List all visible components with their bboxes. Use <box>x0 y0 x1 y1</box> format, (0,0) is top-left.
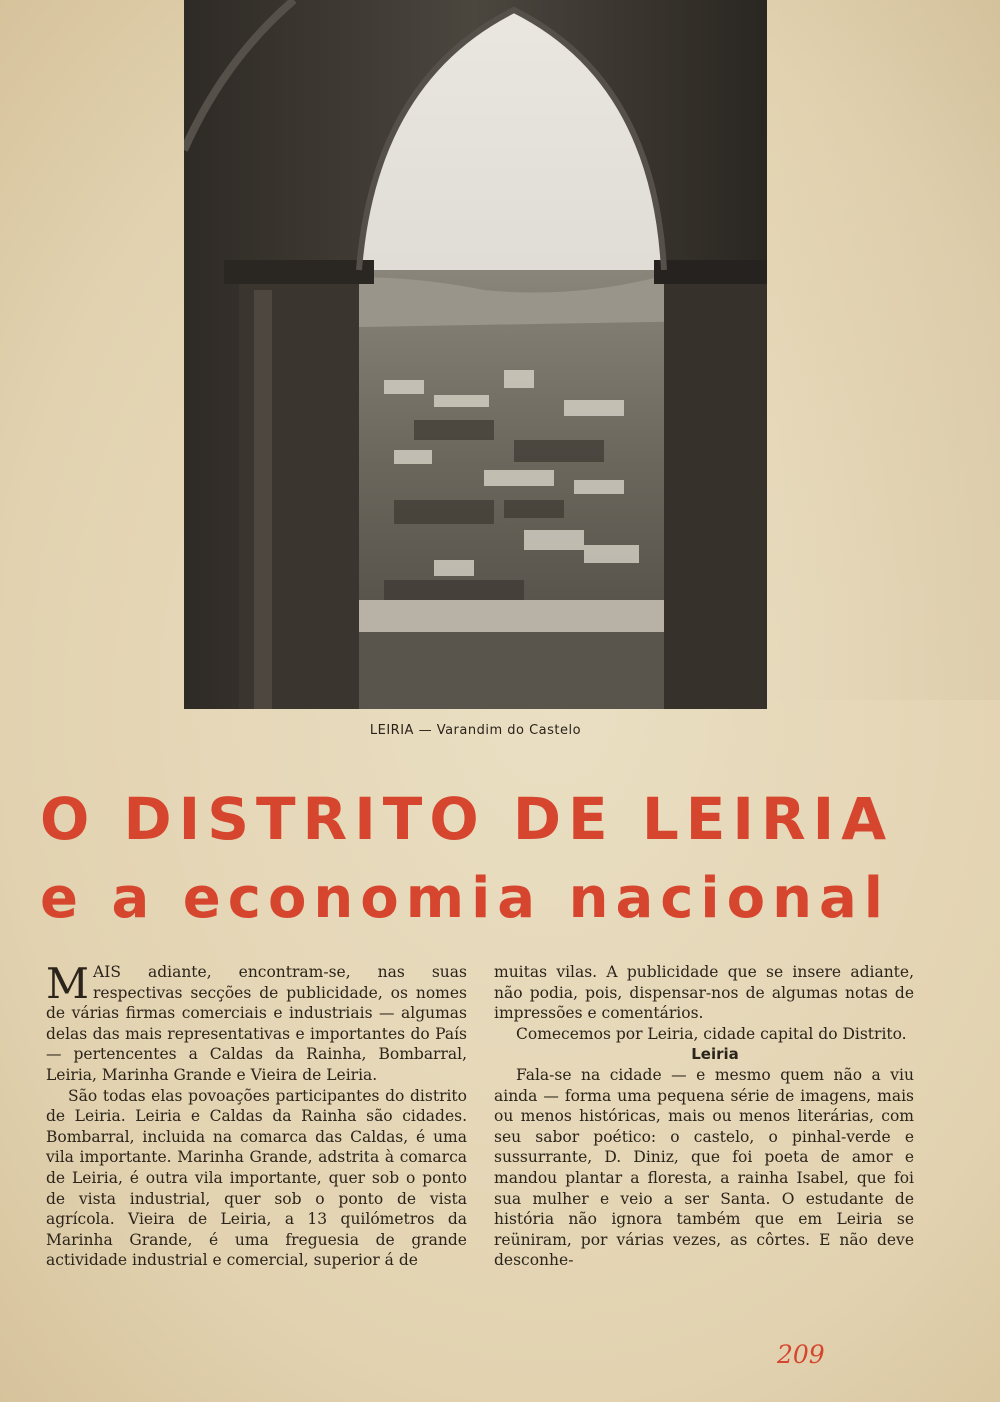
body-paragraph: São todas elas povoações participantes do distrito de Leiria. Leiria e Caldas da Rainha são cidades. Bombarral, incluida na comarca das Caldas, é uma vila importante. Marinha Grande, adstrita à comarca de Leiria, é outra vila importante, quer sob o ponto de vista industrial, quer sob o ponto de vista agrícola. Vieira de Leiria, a 13 quilómetros da Marinha Grande, é uma freguesia de grande actividade industrial e comercial, superior á de <box>46 1086 467 1270</box>
photo-caption: LEIRIA — Varandim do Castelo <box>369 723 582 738</box>
body-paragraph: Comecemos por Leiria, cidade capital do Distrito. <box>516 1024 907 1043</box>
intro-paragraph <box>46 959 467 1086</box>
left-column <box>46 959 467 1271</box>
article-title: O DISTRITO DE LEIRIA <box>40 785 894 853</box>
page-edge-shading <box>770 0 1000 700</box>
article-subtitle: e a economia nacional <box>40 866 890 931</box>
body-paragraph: muitas vilas. A publicidade que se insere adiante, não podia, pois, dispensar-nos de algumas notas de impressões e comentários. <box>494 963 914 1023</box>
castle-balcony-photo <box>184 0 767 709</box>
body-paragraph: Fala-se na cidade — e mesmo quem não a viu ainda — forma uma pequena série de imagens, mais ou menos históricas, mais ou menos literárias, com seu sabor poético: o castelo, o pinhal-verde e sussurrante, D. Diniz, que foi poeta de amor e mandou plantar a floresta, a rainha Isabel, que foi sua mulher e veio a ser Santa. O estudante de história não ignora também que em Leiria se reüniram, por várias vezes, as côrtes. E não deve desconhe- <box>494 1065 914 1270</box>
intro-paragraph-text: AIS adiante, encontram-se, nas suas respectivas secções de publicidade, os nomes de várias firmas comerciais e industriais — algumas delas das mais representativas e importantes do País — pertencentes a Caldas da Rainha, Bombarral, Leiria, Marinha Grande e Vieira de Leiria. <box>46 963 467 1084</box>
drop-cap: M <box>46 959 90 1008</box>
right-column <box>494 962 914 1271</box>
page-number: 209 <box>777 1340 825 1369</box>
section-heading: Leiria <box>691 1045 739 1064</box>
